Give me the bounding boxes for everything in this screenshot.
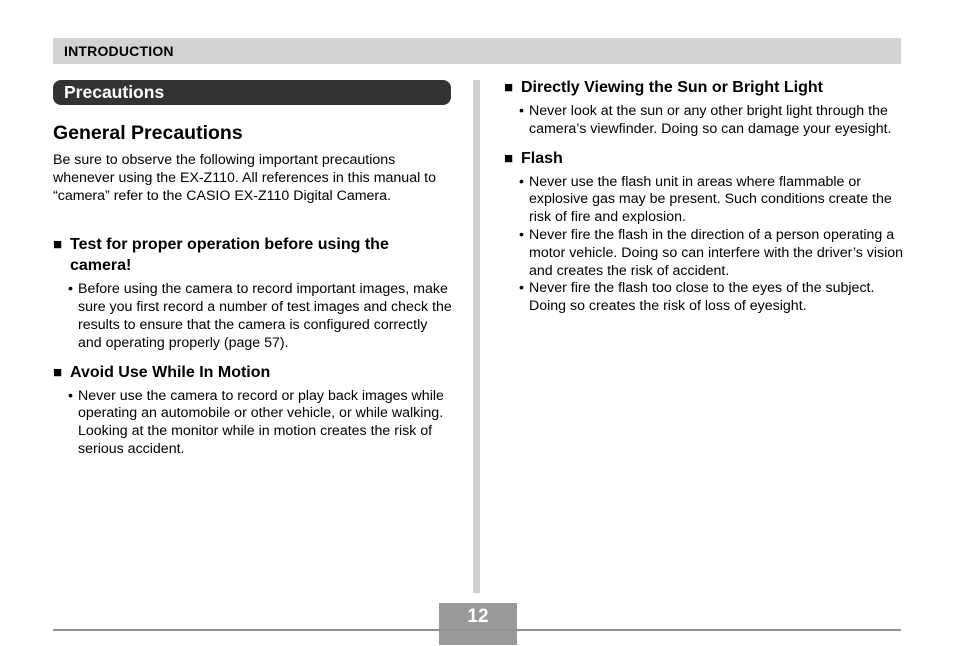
subsection-heading <box>504 77 904 98</box>
square-bullet-icon: ■ <box>504 79 514 96</box>
section-bar <box>53 80 451 105</box>
intro-paragraph: Be sure to observe the following important precautions whenever using the EX-Z110. All references in this manual to “camera” refer to the CASIO EX-Z110 Digital Camera. <box>53 152 437 204</box>
page-number: 12 <box>439 603 517 629</box>
bullet-list <box>504 174 904 316</box>
square-bullet-icon: ■ <box>53 363 63 381</box>
bullet-icon: • <box>519 226 524 243</box>
bullet-list <box>53 388 453 459</box>
header-label: INTRODUCTION <box>64 43 174 59</box>
left-column <box>53 120 453 459</box>
page-number-tab <box>439 631 517 645</box>
subsection-heading <box>53 362 453 383</box>
square-bullet-icon: ■ <box>53 236 63 254</box>
subsection-flash <box>504 148 904 316</box>
list-item <box>504 103 904 139</box>
subsection-avoid-motion <box>53 362 453 459</box>
subsection-heading <box>53 234 453 276</box>
list-item <box>504 174 904 227</box>
subsection-title: Directly Viewing the Sun or Bright Light <box>521 79 823 96</box>
bullet-icon: • <box>519 103 524 119</box>
header-band <box>53 38 901 64</box>
bullet-icon: • <box>68 387 73 404</box>
subsection-title: Test for proper operation before using the camera! <box>70 236 389 275</box>
bullet-list <box>53 281 453 352</box>
right-column <box>504 77 904 316</box>
list-item <box>504 280 904 316</box>
list-item <box>53 388 453 459</box>
bullet-list <box>504 103 904 139</box>
subsection-test-operation <box>53 234 453 352</box>
list-item-text: Never fire the flash too close to the eyes of the subject. Doing so creates the risk of loss of eyesight. <box>529 280 875 315</box>
bullet-icon: • <box>519 173 524 190</box>
section-title: Precautions <box>64 82 165 102</box>
list-item-text: Never use the camera to record or play back images while operating an automobile or other vehicle, or while walking. Looking at the monitor while in motion creates the risk of serious accident. <box>78 387 444 457</box>
list-item-text: Before using the camera to record important images, make sure you first record a number of test images and check the results to ensure that the camera is configured correctly and operating properly (page 57). <box>78 281 452 351</box>
subsection-sun <box>504 77 904 139</box>
list-item-text: Never use the flash unit in areas where flammable or explosive gas may be present. Such conditions create the risk of fire and explosion. <box>529 173 892 226</box>
subsection-heading <box>504 148 904 169</box>
page-number-box <box>439 603 517 645</box>
square-bullet-icon: ■ <box>504 149 514 167</box>
subsection-title: Avoid Use While In Motion <box>70 363 271 381</box>
list-item <box>504 227 904 280</box>
list-item-text: Never fire the flash in the direction of a person operating a motor vehicle. Doing so can interfere with the driver’s vision and creates the risk of accident. <box>529 226 904 279</box>
list-item <box>53 281 453 352</box>
page-heading: General Precautions <box>53 122 243 144</box>
subsection-title: Flash <box>521 149 563 167</box>
list-item-text: Never look at the sun or any other bright light through the camera’s viewfinder. Doing so can damage your eyesight. <box>529 103 892 137</box>
bullet-icon: • <box>68 281 73 298</box>
bullet-icon: • <box>519 280 524 297</box>
column-divider <box>473 80 480 593</box>
